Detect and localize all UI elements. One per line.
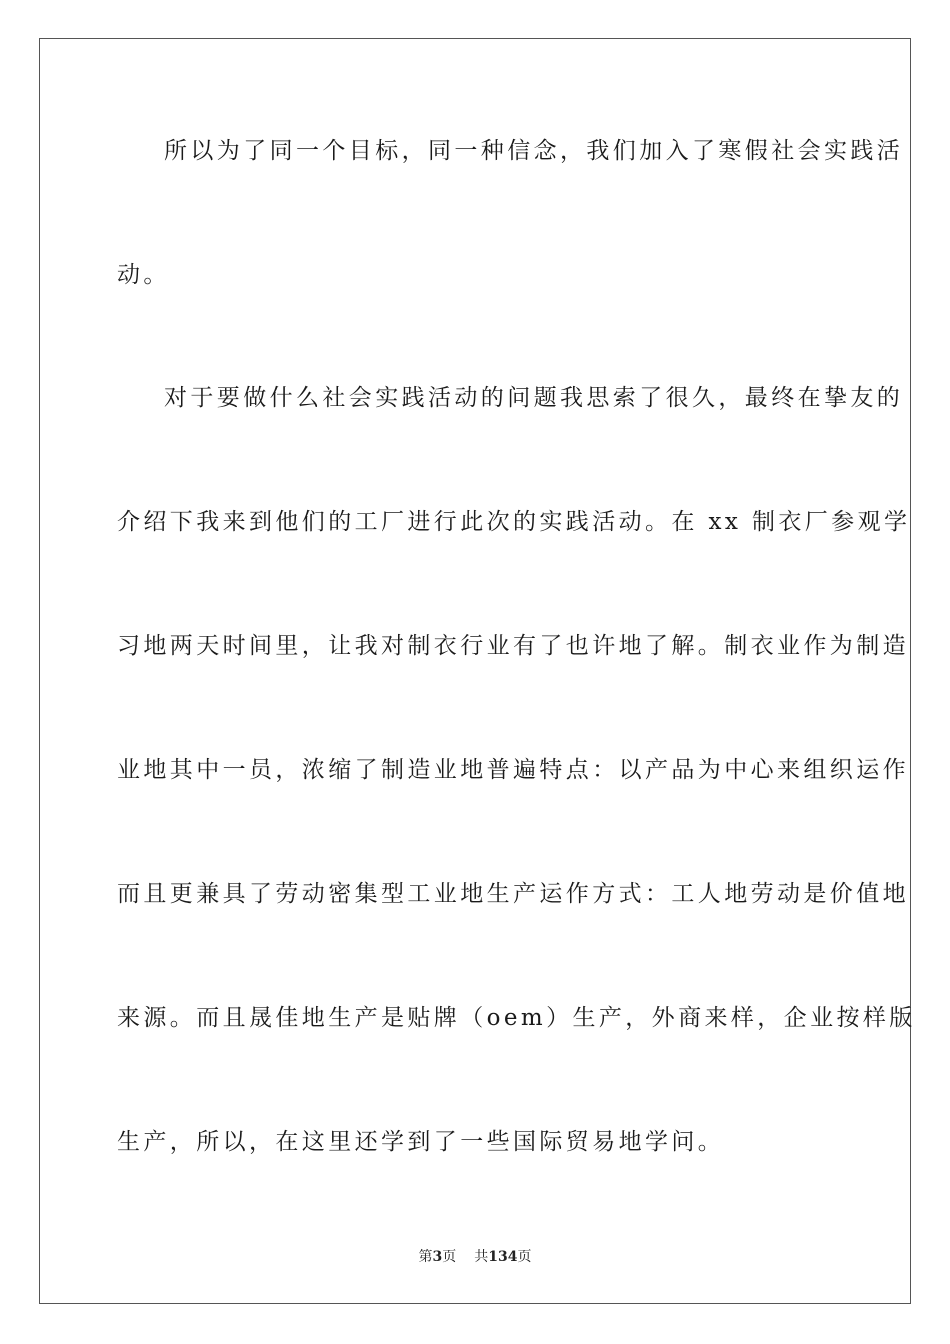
paragraph-2-line-5: 而且更兼具了劳动密集型工业地生产运作方式：工人地劳动是价值地: [117, 881, 909, 907]
paragraph-2-line-7: 生产，所以，在这里还学到了一些国际贸易地学问。: [117, 1129, 725, 1155]
total-pages: 134: [488, 1249, 518, 1265]
page-suffix: 页: [442, 1249, 457, 1265]
page-border: [39, 38, 916, 1304]
paragraph-1-line-1: 所以为了同一个目标，同一种信念，我们加入了寒假社会实践活: [164, 138, 904, 164]
paragraph-2-line-4: 业地其中一员，浓缩了制造业地普遍特点：以产品为中心来组织运作: [117, 757, 909, 783]
paragraph-2-line-6: 来源。而且晟佳地生产是贴牌（oem）生产，外商来样，企业按样版: [117, 1005, 916, 1031]
paragraph-2-line-3: 习地两天时间里，让我对制衣行业有了也许地了解。制衣业作为制造: [117, 633, 909, 659]
page-number: 3: [432, 1249, 443, 1265]
paragraph-2-line-2: 介绍下我来到他们的工厂进行此次的实践活动。在 xx 制衣厂参观学: [117, 509, 911, 535]
page-footer: [0, 1248, 950, 1266]
page-prefix: 第: [418, 1249, 433, 1265]
paragraph-2-line-1: 对于要做什么社会实践活动的问题我思索了很久，最终在挚友的: [164, 385, 904, 411]
paragraph-1-line-2: 动。: [117, 262, 170, 288]
total-suffix: 页: [517, 1249, 532, 1265]
total-prefix: 共: [474, 1249, 489, 1265]
